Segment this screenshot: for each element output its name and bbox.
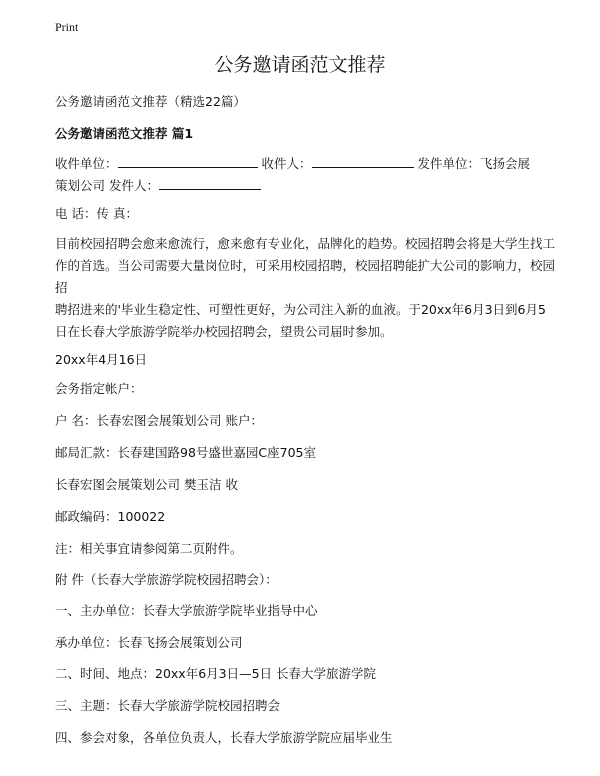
recipient-person-label: 收件人： — [261, 156, 312, 171]
item-organizer: 一、主办单位：长春大学旅游学院毕业指导中心 — [55, 603, 318, 618]
page-title: 公务邀请函范文推荐 — [214, 54, 386, 76]
item-theme: 三、主题：长春大学旅游学院校园招聘会 — [55, 698, 281, 713]
sender-person-blank — [159, 175, 261, 190]
recipient-fields — [55, 153, 555, 197]
sender-unit-label: 发件单位：飞扬会展 — [417, 156, 531, 171]
receiver: 长春宏图会展策划公司 樊玉洁 收 — [55, 477, 238, 492]
recipient-unit-label: 收件单位： — [55, 156, 118, 171]
recipient-person-blank — [312, 153, 414, 168]
postcode: 邮政编码：100022 — [55, 509, 166, 524]
account-heading: 会务指定帐户： — [55, 381, 143, 396]
co-organizer: 承办单位：长春飞扬会展策划公司 — [55, 635, 243, 650]
post-address: 邮局汇款：长春建国路98号盛世嘉园C座705室 — [55, 445, 316, 460]
sender-unit-label-cont: 策划公司 发件人： — [55, 178, 159, 193]
attachment-heading: 附 件（长春大学旅游学院校园招聘会）： — [55, 572, 278, 587]
item-participants: 四、参会对象，各单位负责人，长春大学旅游学院应届毕业生 — [55, 730, 393, 745]
recipient-unit-blank — [118, 153, 258, 168]
account-name: 户 名：长春宏图会展策划公司 账户： — [55, 413, 263, 428]
paragraph-1: 目前校园招聘会愈来愈流行，愈来愈有专业化，品牌化的趋势。校园招聘会将是大学生找工作的首选。当公司需要大量岗位时，可采用校园招聘，校园招聘能扩大公司的影响力，校园招 — [55, 236, 556, 295]
section-title: 公务邀请函范文推荐 篇1 — [55, 126, 194, 141]
subtitle: 公务邀请函范文推荐（精选22篇） — [55, 94, 246, 109]
print-label[interactable]: Print — [55, 20, 79, 34]
note: 注：相关事宜请参阅第二页附件。 — [55, 541, 243, 556]
paragraph-2: 聘招进来的'毕业生稳定性、可塑性更好，为公司注入新的血液。于20xx年6月3日到6月5日在长春大学旅游学院举办校园招聘会，望贵公司届时参加。 — [55, 302, 546, 339]
item-time-place: 二、时间、地点：20xx年6月3日—5日 长春大学旅游学院 — [55, 666, 377, 681]
letter-date: 20xx年4月16日 — [55, 352, 148, 367]
phone-fax: 电 话：传 真： — [55, 206, 138, 221]
